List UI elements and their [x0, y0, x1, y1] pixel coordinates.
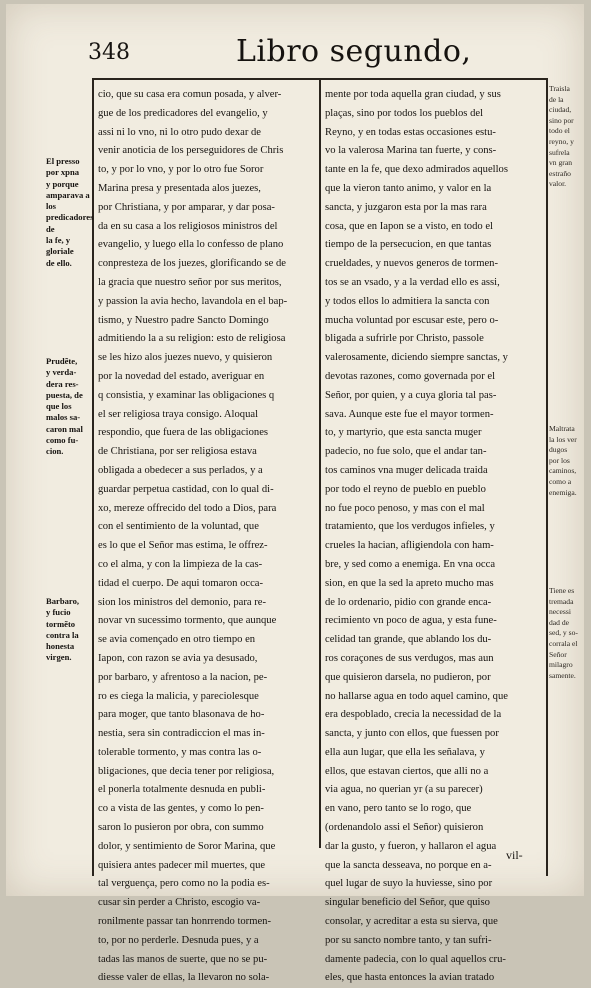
text-line: es lo que el Señor mas estima, le offrez- [98, 540, 268, 552]
margin-note-line: predicadores de [46, 212, 94, 234]
margin-note-right-2 [549, 424, 583, 498]
text-line: co a vista de las gentes, y como lo pen- [98, 803, 264, 815]
text-line: q consistia, y examinar las obligaciones q [98, 389, 275, 401]
margin-note-line: contra la [46, 629, 79, 640]
text-line: respondio, que fuera de las obligaciones [98, 427, 269, 439]
text-line: por Christiana, y por amparar, y dar posa- [98, 201, 275, 213]
text-line: to, y por lo vno, y por lo otro fue Soror [98, 164, 264, 176]
right-border-rule [546, 78, 548, 876]
text-line: venir anoticia de los perseguidores de Chris [98, 145, 284, 157]
text-line: tidad el cuerpo. De aqui tomaron occa- [98, 577, 264, 589]
text-line: sancta, y junto con ellos, que fuessen por [325, 728, 499, 740]
margin-note-line: puesta, de [46, 389, 83, 400]
margin-note-line: sufrela [549, 147, 570, 157]
text-line: padecio, no fue solo, que el andar tan- [325, 446, 487, 458]
text-line: y passion la avia hecho, lavandola en el bap- [98, 295, 288, 307]
margin-note-line: enemiga. [549, 487, 577, 497]
margin-note-line: milagro [549, 660, 573, 670]
running-title: Libro segundo, [236, 34, 472, 69]
text-line: diesse valer de ellas, la llevaron no sola- [98, 972, 270, 984]
text-line: tismo, y Nuestro padre Sancto Domingo [98, 314, 269, 326]
text-line: que la vieron tanto animo, y valor en la [325, 182, 492, 194]
margin-note-line: sed, y so- [549, 628, 578, 638]
text-line: damente padecia, con lo qual aquellos cru- [325, 953, 506, 965]
margin-note-line: dera res- [46, 378, 79, 389]
text-line: por barbaro, y afrentoso a la nacion, pe- [98, 671, 268, 683]
text-line: guardar perpetua castidad, con lo qual di- [98, 483, 274, 495]
text-line: sancta, y juzgaron esta por la mas rara [325, 201, 487, 213]
margin-note-line: honesta [46, 641, 75, 652]
text-line: plaças, sino por todos los pueblos del [325, 107, 484, 119]
margin-note-line: dugos [549, 445, 568, 455]
text-line: obligada a obedecer a sus perlados, y a [98, 464, 263, 476]
margin-note-line: tormẽto [46, 618, 76, 629]
text-line: ella aun lugar, que ella les señalava, y [325, 746, 485, 758]
text-line: sion, en que la sed la apreto mucho mas [325, 577, 494, 589]
margin-note-left-2 [46, 356, 96, 458]
text-line: bligada a sufrirle por Christo, passole [325, 333, 484, 345]
margin-note-line: por xpna [46, 167, 80, 178]
text-line: tos caminos vna muger delicada traida [325, 464, 488, 476]
margin-note-line: reyno, y [549, 136, 574, 146]
margin-note-line: estraño [549, 168, 571, 178]
text-line: tolerable tormento, y mas contra las o- [98, 746, 262, 758]
text-line: to, por no perderle. Desnuda pues, y a [98, 934, 259, 946]
margin-note-line: Maltrata [549, 424, 575, 433]
text-line: singular beneficio del Señor, que quiso [325, 897, 490, 909]
margin-note-line: Prudẽte, [46, 356, 78, 366]
margin-note-line: amparava a los [46, 189, 90, 212]
text-line: conpresteza de los juezes, glorificando se de [98, 258, 286, 270]
margin-note-line: valor. [549, 179, 567, 189]
text-line: bre, y sed como a enemiga. En vna occa [325, 558, 496, 570]
text-line: cio, que su casa era comun posada, y alver- [98, 89, 282, 100]
text-line: quisiera antes padecer mil muertes, que [98, 859, 266, 871]
text-line: crueles la hacian, afligiendola con ham- [325, 540, 494, 552]
text-line: da en su casa a los religiosos ministros del [98, 220, 278, 232]
margin-note-line: tremada [549, 596, 574, 606]
text-line: valerosamente, diciendo siempre sanctas, y [325, 352, 508, 364]
margin-note-right-1 [549, 84, 583, 190]
margin-note-line: y verda- [46, 367, 77, 378]
text-line: vo la valerosa Marina tan fuerte, y cons- [325, 145, 497, 157]
text-line: evangelio, y luego ella lo confesso de plano [98, 239, 284, 251]
text-line: por todo el reyno de pueblo en pueblo [325, 483, 486, 495]
text-line: el ser religiosa traya consigo. Aloqual [98, 408, 259, 420]
margin-note-line: ciudad, [549, 105, 572, 115]
margin-note-line: y fucio [46, 607, 71, 618]
text-line: assi ni lo vno, ni lo otro pudo dexar de [98, 126, 262, 138]
catchword: vil- [506, 848, 523, 862]
text-line: mente por toda aquella gran ciudad, y sus [325, 89, 501, 100]
text-line: Reyno, y en todas estas occasiones estu- [325, 126, 496, 138]
text-line: xo, mereze offrecido del todo a Dios, para [98, 502, 277, 514]
text-line: devotas razones, como governada por el [325, 370, 496, 382]
text-line: to, y martyrio, que esta sancta muger [325, 427, 482, 439]
text-line: ronilmente passar tan honrrendo tormen- [98, 916, 271, 928]
text-line: tiempo de la persecucion, en que tantas [325, 239, 492, 251]
page-header [6, 34, 584, 74]
text-line: cusar sin perder a Christo, escogio va- [98, 897, 261, 909]
text-line: Señor, por quien, y a cuya gloria tal pas- [325, 389, 497, 401]
text-line: tratamiento, que los verdugos infieles, y [325, 521, 495, 533]
text-line: (ordenandolo assi el Señor) quisieron [325, 822, 484, 834]
text-line: dar la gusto, y fueron, y hallaron el agua [325, 840, 497, 852]
text-line: se les hizo alos juezes nuevo, y quisieron [98, 352, 273, 364]
text-line: admitiendo la a su religion: esto de religiosa [98, 333, 286, 345]
text-line: recimiento vn poco de agua, y esta fune- [325, 615, 497, 627]
margin-note-line: la fe, y [46, 235, 71, 246]
margin-note-line: malos sa- [46, 412, 81, 423]
page-number: 348 [88, 40, 130, 65]
margin-note-line: y porque [46, 178, 79, 189]
text-line: ro es ciega la malicia, y pareciolesque [98, 690, 259, 702]
text-line: ros coraçones de sus verdugos, mas aun [325, 652, 494, 664]
margin-note-line: Señor [549, 649, 567, 659]
text-line: el ponerla totalmente desnuda en publi- [98, 784, 266, 796]
text-line: y todos ellos lo admitiera la sancta con [325, 295, 490, 307]
text-line: nestia, sera sin contradiccion el mas in- [98, 728, 265, 740]
margin-note-line: necessi [549, 607, 571, 617]
text-line: no hallarse agua en todo aquel camino, que [325, 690, 508, 702]
text-line: que la sancta desseava, no porque en a- [325, 859, 492, 871]
text-line: co el alma, y con la limpieza de la cas- [98, 558, 263, 570]
margin-note-line: Traisla [549, 84, 570, 93]
margin-note-left-3 [46, 596, 96, 664]
margin-note-line: cion. [46, 446, 64, 457]
text-line: para moger, que tanto blasonava de ho- [98, 709, 265, 721]
margin-note-line: por los [549, 455, 570, 465]
text-line: Iapon, con razon se avia ya desusado, [98, 652, 258, 664]
margin-note-line: como a [549, 476, 572, 486]
text-line: de Christiana, por ser religiosa estava [98, 446, 257, 458]
text-line: celidad tan grande, que ablando los du- [325, 634, 492, 646]
margin-note-line: corrala el [549, 638, 578, 648]
text-line: crueldades, y nuevos generos de tormen- [325, 258, 498, 270]
text-line: sion los ministros del demonio, para re- [98, 596, 266, 608]
margin-note-line: Tiene es [549, 586, 575, 595]
text-line: que quisieron darsela, no pudieron, por [325, 671, 491, 683]
text-line: mucha voluntad por escusar este, pero o- [325, 314, 499, 326]
text-line: con el sentimiento de la voluntad, que [98, 521, 259, 533]
text-line: por su sancto nombre tanto, y tan sufri- [325, 934, 492, 946]
text-column-left [98, 86, 316, 988]
text-line: gue de los predicadores del evangelio, y [98, 107, 268, 119]
margin-note-line: caron mal [46, 423, 83, 434]
text-line: tal verguença, pero como no la podia es- [98, 878, 270, 890]
margin-note-line: El presso [46, 156, 80, 166]
text-line: via agua, no querian yr (a su parecer) [325, 784, 483, 796]
text-line: novar vn sucessimo tormento, que aunque [98, 615, 277, 627]
margin-note-line: sino por [549, 115, 574, 125]
text-line: de lo ordenario, pidio con grande enca- [325, 596, 492, 608]
text-line: era despoblado, crecia la necessidad de la [325, 709, 502, 721]
text-line: la gracia que nuestro señor por sus meritos, [98, 276, 282, 288]
text-line: saron lo pusieron por obra, con summo [98, 822, 264, 834]
text-line: no fue poco penoso, y mas con el mal [325, 502, 485, 514]
margin-note-line: gloriale [46, 246, 74, 257]
margin-note-line: como fu- [46, 435, 79, 446]
text-line: tos se an vsado, y a la verdad ello es assi, [325, 276, 500, 288]
text-line: sava. Aunque este fue el mayor tormen- [325, 408, 494, 420]
text-line: se avia començado en otro tiempo en [98, 634, 256, 646]
text-line: bligaciones, que decia tener por religiosa, [98, 765, 275, 777]
margin-note-line: de la [549, 94, 564, 104]
margin-note-line: de ello. [46, 257, 72, 268]
margin-note-line: virgen. [46, 652, 72, 663]
text-line: eles, que hasta entonces la avian tratado [325, 972, 495, 984]
margin-note-right-3 [549, 586, 583, 681]
text-line: quel lugar de suyo la huviesse, sino por [325, 878, 493, 890]
text-line: por la novedad del estado, averiguar en [98, 370, 265, 382]
text-line: en vano, pero tanto se lo rogo, que [325, 803, 472, 815]
margin-note-line: samente. [549, 670, 576, 680]
book-page [6, 4, 584, 984]
margin-note-line: vn gran [549, 158, 572, 168]
column-divider-rule [319, 78, 321, 848]
text-line: cosa, que en Iapon se a visto, en todo el [325, 220, 493, 232]
margin-note-line: caminos, [549, 466, 577, 476]
text-line: dolor, y sentimiento de Soror Marina, que [98, 840, 276, 852]
margin-note-line: que los [46, 401, 72, 412]
margin-note-line: dad de [549, 617, 570, 627]
margin-note-line: todo el [549, 126, 570, 136]
text-line: ellos, que estavan ciertos, que alli no a [325, 765, 489, 777]
text-line: tadas las manos de suerte, que no se pu- [98, 953, 268, 965]
margin-note-left-1 [46, 156, 96, 269]
text-line: consolar, y acreditar a esta su sierva, que [325, 916, 498, 928]
text-line: Marina presa y presentada alos juezes, [98, 182, 261, 194]
text-line: tante en la fe, que dexo admirados aquellos [325, 164, 508, 176]
margin-note-line: la los ver [549, 434, 577, 444]
margin-note-line: Barbaro, [46, 596, 80, 606]
